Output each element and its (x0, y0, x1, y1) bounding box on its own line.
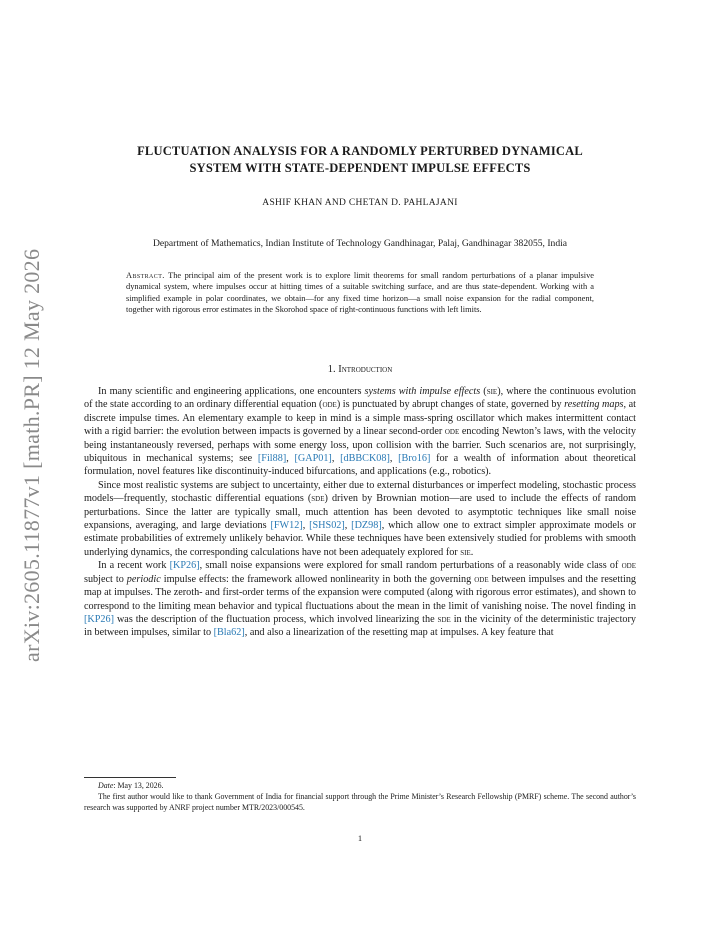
citation-link[interactable]: [Bro16] (398, 453, 431, 465)
abstract-label: Abstract. (126, 271, 165, 280)
date-value: : May 13, 2026. (113, 781, 164, 790)
paragraph-3: In a recent work [KP26], small noise expansions were explored for small random perturbations of a reasonably wide class of ode subject to periodic impulse effects: the framework allowed nonlinearity in both the governing ode between impulses and the resetting map at impulses. The zeroth- and first-order terms of the expansion were computed (along with rigorous error estimates), and shown to correspond to the limiting mean behavior and typical fluctuations about the mean in the limit of vanishing noise. The novel finding in [KP26] was the description of the fluctuation process, which involved linearizing the sde in the vicinity of the deterministic trajectory in between impulses, similar to [Bla62], and also a linearization of the resetting map at impulses. A key feature that (84, 560, 637, 639)
citation-link[interactable]: [GAP01] (294, 453, 332, 465)
footnotes (84, 780, 636, 813)
author-affiliation: Department of Mathematics, Indian Institute of Technology Gandhinagar, Palaj, Gandhinagar 382055, India (152, 238, 568, 249)
acronym: ode (621, 560, 636, 572)
acronym: sie (486, 386, 498, 397)
title-line-1: FLUCTUATION ANALYSIS FOR A RANDOMLY PERTURBED DYNAMICAL (137, 144, 583, 158)
abstract-text: The principal aim of the present work is to explore limit theorems for small random perturbations of a planar impulsive dynamical system, where impulses occur at hitting times of a suitable switching surface, and are thus state-dependent. Working with a simplified example in polar coordinates, we obtain—for any fixed time horizon—a small noise expansion for the radial component, together with rigorous error estimates in the Skorohod space of right-continuous functions with left limits. (126, 271, 594, 315)
emphasis-term: periodic (126, 573, 161, 585)
title-line-2: SYSTEM WITH STATE-DEPENDENT IMPULSE EFFECTS (189, 161, 531, 175)
footnote-divider (84, 777, 176, 778)
acronym: sde (437, 613, 451, 625)
paper-authors: ASHIF KHAN AND CHETAN D. PAHLAJANI (262, 198, 458, 208)
citation-link[interactable]: [dBBCK08] (340, 453, 390, 465)
acronym: sde (311, 493, 325, 505)
citation-link[interactable]: [DZ98] (351, 520, 382, 532)
citation-link[interactable]: [KP26] (84, 613, 114, 625)
acronym: ode (322, 399, 337, 411)
paper-title (84, 143, 636, 177)
emphasis-term: resetting maps (564, 399, 624, 411)
footnote-funding: The first author would like to thank Government of India for financial support through the Prime Minister’s Research Fellowship (PMRF) scheme. The second author’s research was supported by ANRF project number MTR/2023/000545. (84, 792, 636, 812)
abstract (126, 270, 594, 316)
section-number: 1. (327, 364, 336, 375)
citation-link[interactable]: [KP26] (169, 560, 200, 572)
introduction-body (84, 385, 636, 640)
paragraph-2: Since most realistic systems are subject to uncertainty, either due to external disturbances or imperfect modeling, stochastic process models—frequently, stochastic differential equations (sde) driven by Brownian motion—are used to include the effects of random perturbations. Since the latter are typically small, much attention has been devoted to asymptotic techniques like small noise expansions, averaging, and large deviations [FW12], [SHS02], [DZ98], which allow one to extract simpler approximate models or estimate probabilities of extremely unlikely behavior. While these techniques have been extensively studied for problems with smooth underlying dynamics, the corresponding calculations have not been adequately explored for sie. (84, 479, 637, 558)
page-number: 1 (357, 833, 363, 843)
citation-link[interactable]: [Bla62] (213, 627, 245, 639)
section-title: Introduction (338, 364, 393, 375)
arxiv-identifier-stamp: arXiv:2605.11877v1 [math.PR] 12 May 2026 (19, 248, 44, 662)
footnote-date (84, 780, 636, 791)
acronym: ode (444, 426, 460, 438)
paragraph-1: In many scientific and engineering applications, one encounters systems with impulse effects (sie), where the continuous evolution of the state according to an ordinary differential equation (ode) is punctuated by abrupt changes of state, governed by resetting maps, at discrete impulse times. An elementary example to keep in mind is a simple mass-spring oscillator which makes intermittent contact with a rigid barrier: the evolution between impacts is governed by a linear second-order ode encoding Newton’s laws, with the velocity being instantaneously reversed, perhaps with some energy loss, upon collision with the barrier. Such scenarios are, not surprisingly, ubiquitous in mechanical systems; see [Fil88], [GAP01], [dBBCK08], [Bro16] for a wealth of information about theoretical formulation, novel features like discontinuity-induced bifurcations, and applications (e.g., robotics). (84, 386, 637, 478)
date-label: Date (98, 781, 114, 790)
citation-link[interactable]: [FW12] (270, 520, 303, 532)
citation-link[interactable]: [SHS02] (309, 520, 345, 532)
acronym: sie (460, 546, 471, 558)
emphasis-term: systems with impulse effects (364, 386, 481, 397)
citation-link[interactable]: [Fil88] (257, 453, 287, 465)
acronym: ode (474, 573, 489, 585)
section-heading-introduction (84, 364, 636, 375)
